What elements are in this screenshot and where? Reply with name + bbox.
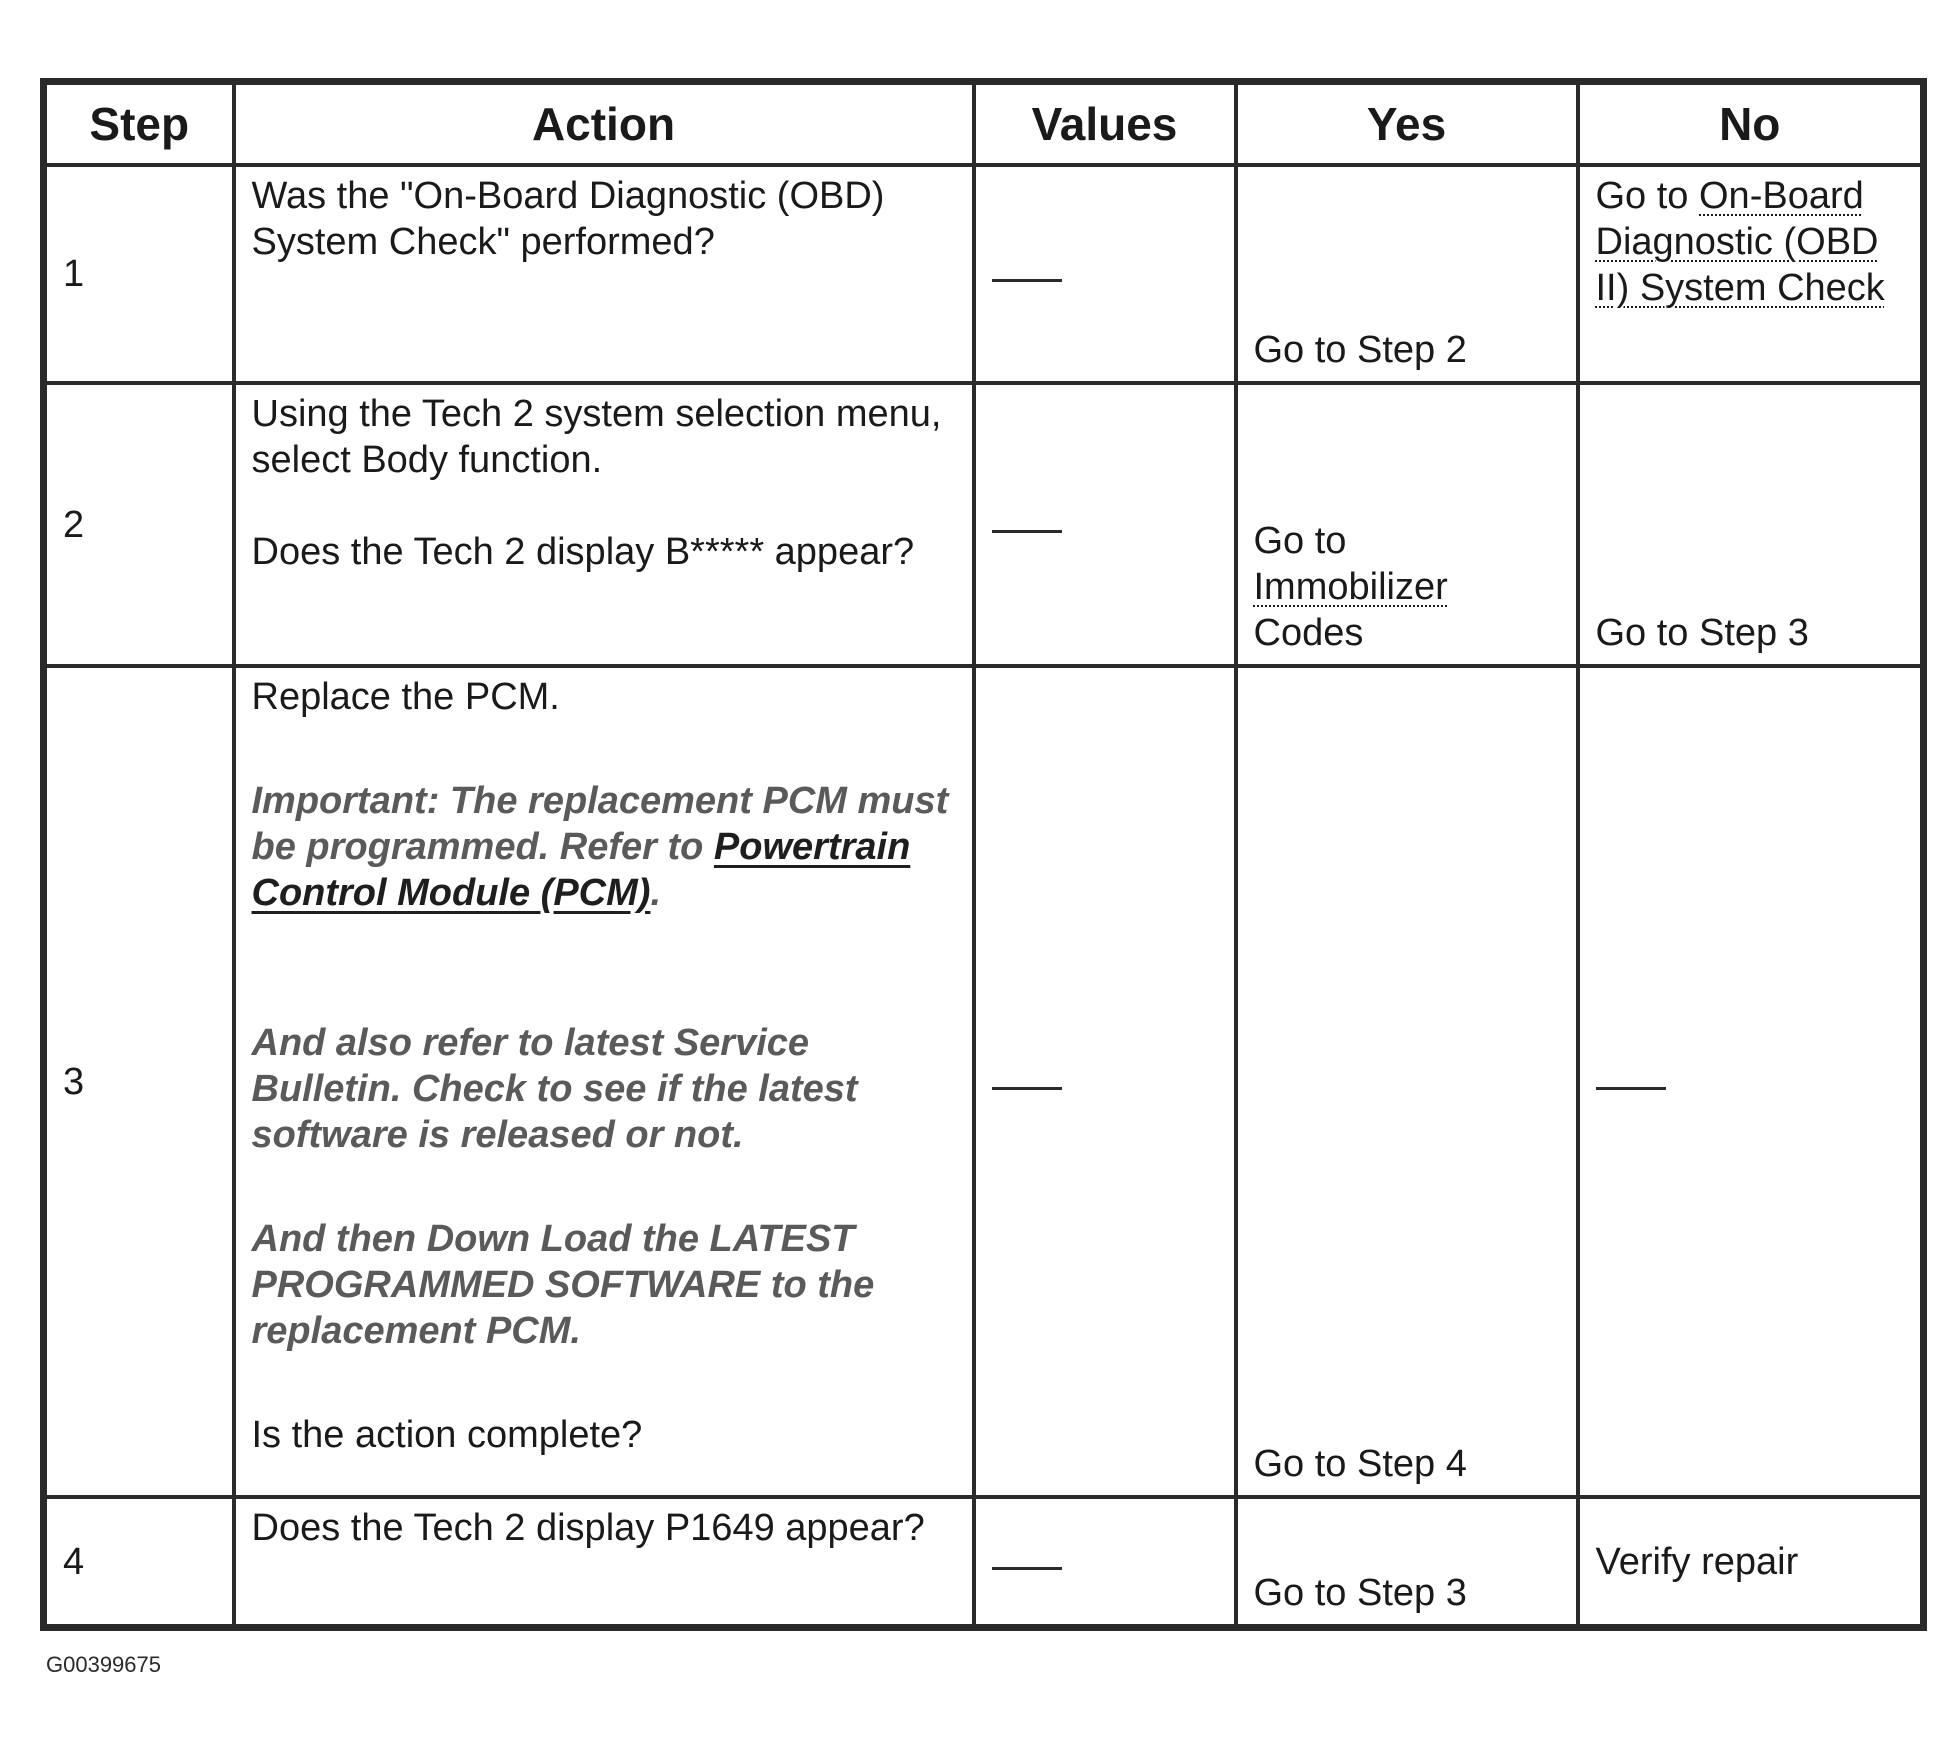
header-action: Action — [234, 82, 974, 166]
yes-cell — [1236, 383, 1578, 666]
header-no: No — [1578, 82, 1924, 166]
action-cell — [234, 666, 974, 1497]
important-note: Important: The replacement PCM must be programmed. Refer to Powertrain Control Module (PCM). — [251, 780, 949, 914]
dash-line — [992, 1567, 1062, 1570]
step-number: 1 — [44, 165, 234, 383]
yes-text: Go to Step 2 — [1253, 329, 1467, 371]
table-row — [44, 383, 1924, 666]
yes-text: Go to Step 4 — [1253, 1443, 1467, 1485]
header-values: Values — [974, 82, 1236, 166]
table-row — [44, 165, 1924, 383]
no-prefix: Go to — [1595, 175, 1699, 217]
action-text: Does the Tech 2 display P1649 appear? — [251, 1507, 925, 1549]
header-step: Step — [44, 82, 234, 166]
no-cell — [1578, 1497, 1924, 1628]
dash-line — [992, 279, 1062, 282]
dash-line — [1596, 1087, 1666, 1090]
action-cell — [234, 1497, 974, 1628]
values-cell — [974, 1497, 1236, 1628]
values-cell — [974, 666, 1236, 1497]
download-software-note: And then Down Load the LATEST PROGRAMMED SOFTWARE to the replacement PCM. — [251, 1218, 875, 1352]
table-row — [44, 1497, 1924, 1628]
important-text: Important: The replacement PCM must be programmed. Refer to — [251, 780, 949, 868]
no-cell — [1578, 666, 1924, 1497]
action-text: Using the Tech 2 system selection menu, select Body function. — [251, 393, 942, 481]
yes-cell — [1236, 1497, 1578, 1628]
no-text: Go to Step 3 — [1595, 612, 1809, 654]
step-number: 2 — [44, 383, 234, 666]
no-cell — [1578, 165, 1924, 383]
obd-system-check-link[interactable]: On-Board Diagnostic (OBD II) System Check — [1595, 175, 1885, 309]
no-cell — [1578, 383, 1924, 666]
values-cell — [974, 383, 1236, 666]
yes-text: Go to Step 3 — [1253, 1572, 1467, 1614]
values-cell — [974, 165, 1236, 383]
yes-prefix: Go to — [1253, 520, 1347, 562]
action-question: Is the action complete? — [251, 1414, 643, 1456]
diagnostic-table — [40, 78, 1927, 1631]
pcm-reference-link[interactable]: Powertrain Control Module (PCM) — [251, 826, 911, 914]
no-text: Verify repair — [1595, 1540, 1799, 1583]
yes-cell — [1236, 666, 1578, 1497]
step-number: 3 — [44, 666, 234, 1497]
action-text: Replace the PCM. — [251, 676, 560, 718]
action-cell — [234, 383, 974, 666]
table-row — [44, 666, 1924, 1497]
action-text: Was the "On-Board Diagnostic (OBD) System Check" performed? — [251, 175, 885, 263]
figure-id: G00399675 — [46, 1652, 161, 1677]
yes-suffix: Codes — [1253, 612, 1364, 654]
dash-line — [992, 1087, 1062, 1090]
dash-line — [992, 530, 1062, 533]
action-cell — [234, 165, 974, 383]
step-number: 4 — [44, 1497, 234, 1628]
header-yes: Yes — [1236, 82, 1578, 166]
immobilizer-link[interactable]: Immobilizer — [1253, 566, 1448, 608]
header-row — [44, 82, 1924, 166]
service-bulletin-note: And also refer to latest Service Bulletin. Check to see if the latest software is released or not. — [251, 1022, 858, 1156]
yes-cell — [1236, 165, 1578, 383]
action-question: Does the Tech 2 display B***** appear? — [251, 531, 915, 573]
